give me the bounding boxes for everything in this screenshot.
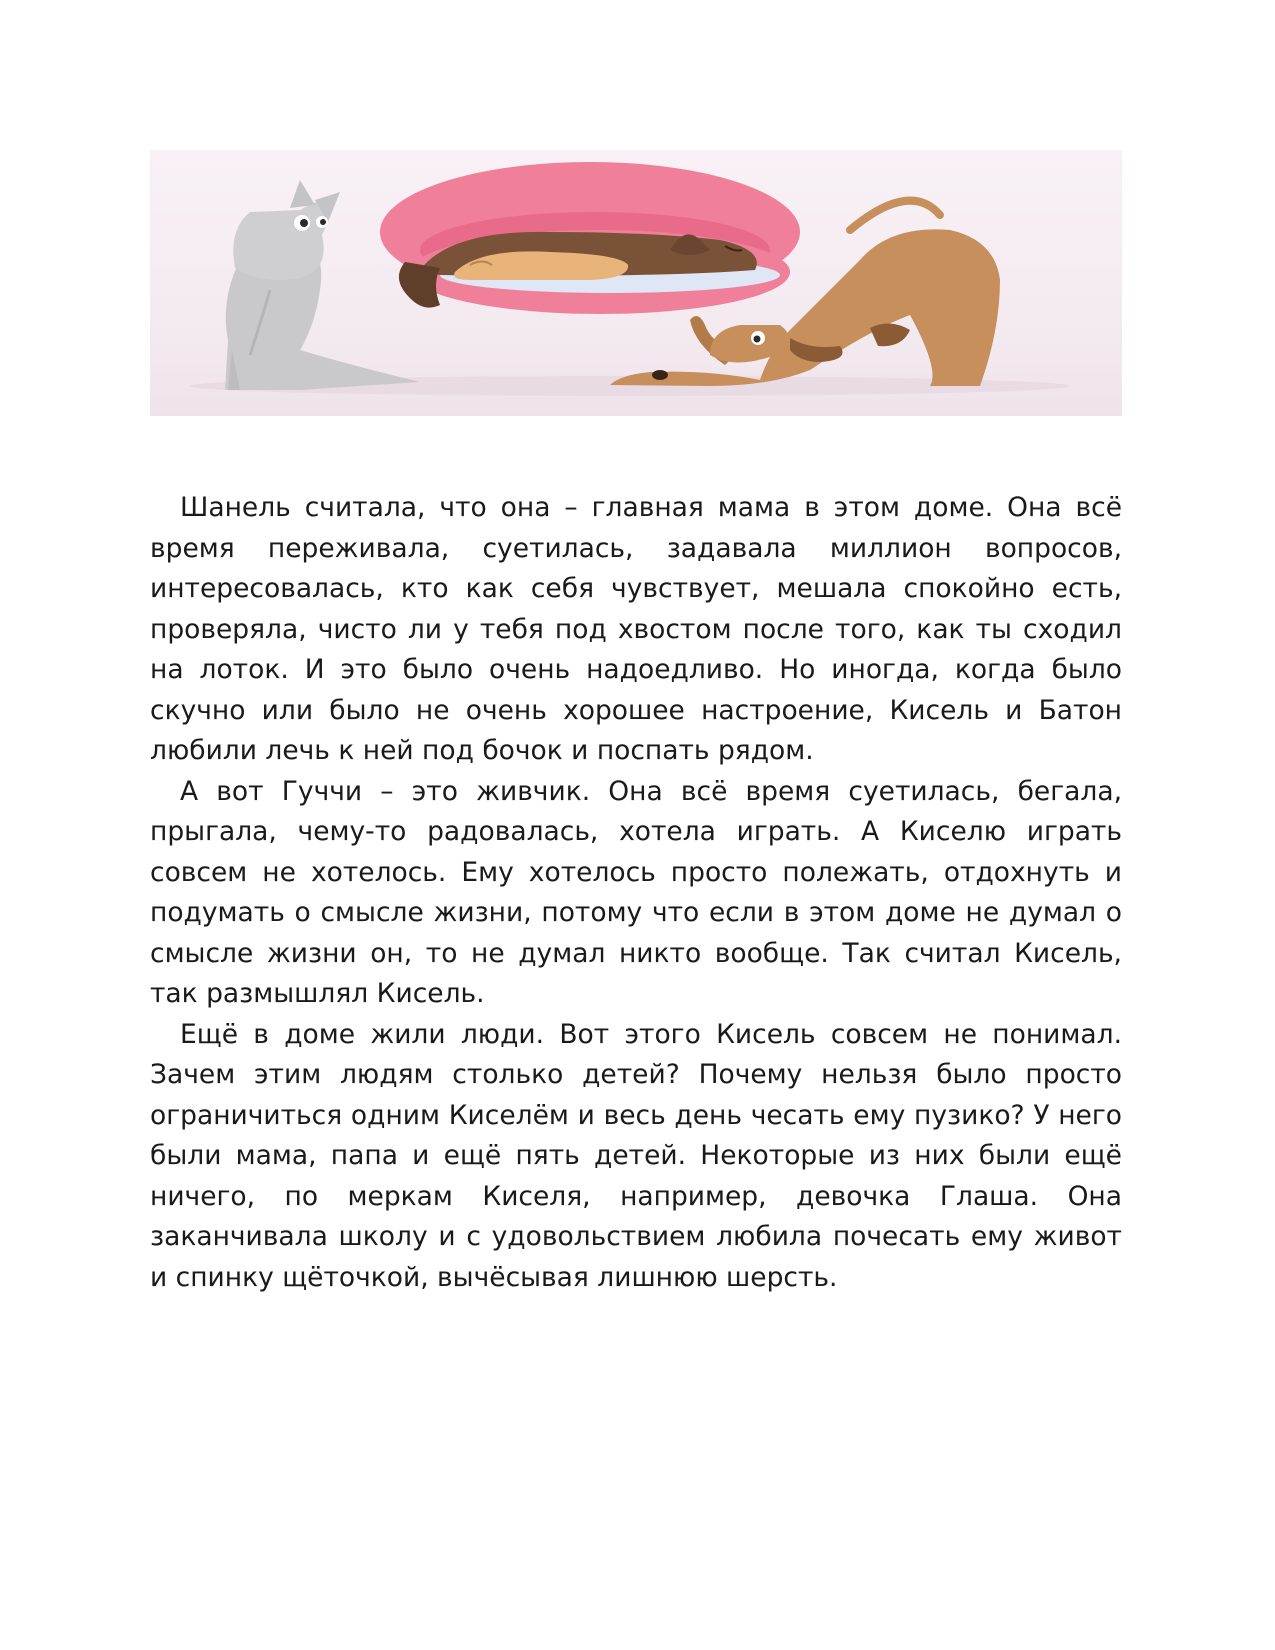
- paragraph-gucci: А вот Гуччи – это живчик. Она всё время суетилась, бегала, прыгала, чему-то радовалась, хотела играть. А Киселю играть совсем не хотелось. Ему хотелось просто полежать, отдохнуть и подумать о смысле жизни, потому что если в этом доме не думал о смысле жизни он, то не думал никто вообще. Так считал Кисель, так размышлял Кисель.: [150, 775, 1122, 1009]
- paragraph-chanel: Шанель считала, что она – главная мама в этом доме. Она всё время переживала, суетилась, задавала миллион вопросов, интересовалась, кто как себя чувствует, мешала спокойно есть, проверяла, чисто ли у тебя под хвостом после того, как ты сходил на лоток. И это было очень надоедливо. Но иногда, когда было скучно или было не очень хорошее настроение, Кисель и Батон любили лечь к ней под бочок и поспать рядом.: [150, 492, 1122, 766]
- story-illustration: [150, 150, 1122, 416]
- pink-pet-bed: [380, 162, 800, 314]
- story-text: [150, 488, 1122, 1298]
- paragraph-people: Ещё в доме жили люди. Вот этого Кисель совсем не понимал. Зачем этим людям столько детей? Почему нельзя было просто ограничиться одним Киселём и весь день чесать ему пузико? У него были мама, папа и ещё пять детей. Некоторые из них были ещё ничего, по меркам Киселя, например, девочка Глаша. Она заканчивала школу и с удовольствием любила почесать ему живот и спинку щёточкой, вычёсывая лишнюю шерсть.: [150, 1018, 1122, 1293]
- illustration-canvas: [150, 150, 1122, 416]
